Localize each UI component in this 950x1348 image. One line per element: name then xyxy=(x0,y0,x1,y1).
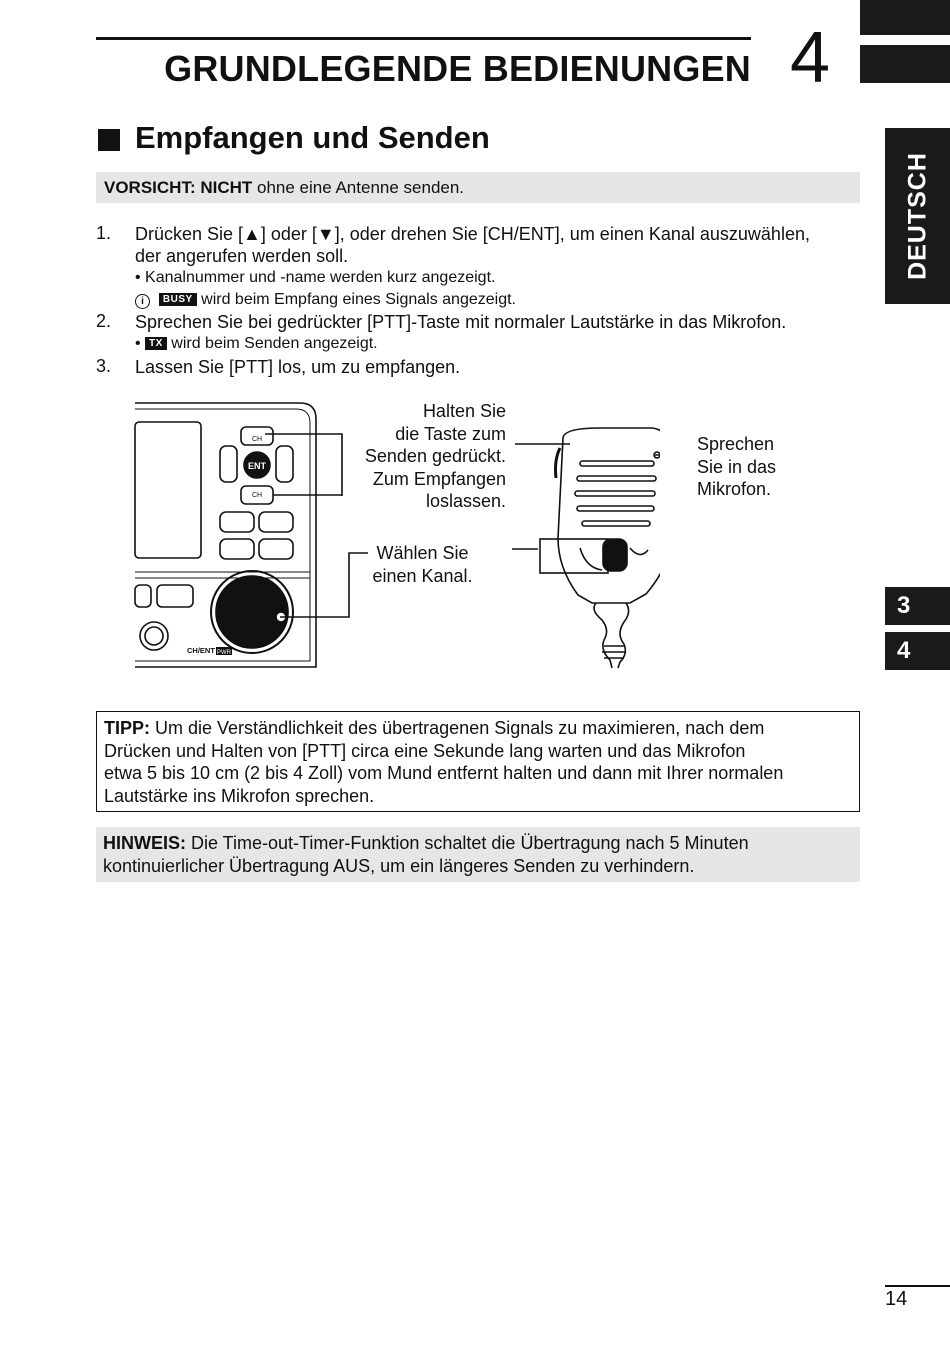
ch-ent-knob xyxy=(216,576,288,648)
language-tab xyxy=(885,128,950,304)
step-1-bullet: • Kanalnummer und -name werden kurz angezeigt. xyxy=(135,269,496,286)
chapter-tab-4: 4 xyxy=(885,632,950,670)
step-1-line-2: der angerufen werden soll. xyxy=(135,246,349,266)
page-number-rule xyxy=(885,1285,950,1287)
callout-channel xyxy=(350,542,495,587)
ch-down-key-label: CH xyxy=(251,492,263,499)
microphone-body xyxy=(558,428,660,603)
knob-pwr-badge: PWR xyxy=(217,650,231,656)
tip-label: TIPP: xyxy=(104,718,151,738)
callout-speak-line: Sie in das xyxy=(697,456,777,477)
tip-line: etwa 5 bis 10 cm (2 bis 4 Zoll) vom Mund entfernt halten und dann mit Ihrer normalen xyxy=(104,763,784,783)
chapter-tab-bar-top xyxy=(860,0,950,35)
tip-line: Um die Verständlichkeit des übertragenen Signals zu maximieren, nach dem xyxy=(150,718,765,738)
tip-line: Lautstärke ins Mikrofon sprechen. xyxy=(104,785,375,806)
step-3-line-1: Lassen Sie [PTT] los, um zu empfangen. xyxy=(135,357,461,377)
step-1-info-text: wird beim Empfang eines Signals angezeigt. xyxy=(196,291,516,308)
knob-label: CH/ENT xyxy=(187,646,215,655)
callout-ptt-line: Halten Sie xyxy=(422,401,506,421)
page-number: 14 xyxy=(885,1288,908,1310)
step-2-bullet-text: wird beim Senden angezeigt. xyxy=(166,335,378,352)
note-line: Die Time-out-Timer-Funktion schaltet die Übertragung nach 5 Minuten xyxy=(186,833,749,853)
top-rule xyxy=(96,37,751,40)
callout-channel-line: Wählen Sie xyxy=(376,543,469,563)
ent-key-label: ENT xyxy=(248,461,266,471)
callout-ptt xyxy=(320,400,506,513)
step-2-line-1: Sprechen Sie bei gedrückter [PTT]-Taste mit normaler Lautstärke in das Mikrofon. xyxy=(135,312,787,332)
note-label: HINWEIS: xyxy=(103,833,186,853)
info-icon: i xyxy=(135,294,150,309)
section-title: Empfangen und Senden xyxy=(135,120,490,155)
note-line: kontinuierlicher Übertragung AUS, um ein längeres Senden zu verhindern. xyxy=(103,855,695,876)
caution-label: VORSICHT: NICHT xyxy=(104,178,253,197)
step-3-number: 3. xyxy=(96,356,112,376)
callout-speak-line: Sprechen xyxy=(697,434,775,454)
tip-box xyxy=(96,711,860,812)
section-square-icon xyxy=(98,129,120,151)
chapter-tab-3: 3 xyxy=(885,587,950,625)
chapter-number: 4 xyxy=(790,18,831,98)
callout-ptt-line: Senden gedrückt. xyxy=(364,446,506,466)
callout-speak-line: Mikrofon. xyxy=(697,479,772,499)
caution-text: ohne eine Antenne senden. xyxy=(252,178,465,197)
callout-channel-line: einen Kanal. xyxy=(372,565,473,586)
callout-speak xyxy=(697,433,776,501)
chapter-tab-bar-bottom xyxy=(860,45,950,83)
ch-up-key-label: CH xyxy=(251,436,263,443)
step-1-number: 1. xyxy=(96,223,112,243)
language-tab-label: DEUTSCH xyxy=(903,152,931,280)
caution-box xyxy=(96,172,860,203)
chapter-title: GRUNDLEGENDE BEDIENUNGEN xyxy=(164,48,751,89)
callout-ptt-line: Zum Empfangen xyxy=(372,468,506,489)
bullet-mark: • xyxy=(135,335,146,352)
step-1-info xyxy=(135,290,516,310)
tx-badge: TX xyxy=(145,337,167,350)
tip-line: Drücken und Halten von [PTT] circa eine Sekunde lang warten und das Mikrofon xyxy=(104,740,746,761)
step-1-line-1: Drücken Sie [▲] oder [▼], oder drehen Sie [CH/ENT], um einen Kanal auszuwählen, xyxy=(135,224,810,244)
busy-badge: BUSY xyxy=(159,293,197,306)
note-box xyxy=(96,827,860,882)
step-2-number: 2. xyxy=(96,311,112,331)
callout-ptt-line: die Taste zum xyxy=(395,423,506,444)
step-2-bullet xyxy=(135,334,378,354)
callout-ptt-line: loslassen. xyxy=(425,491,506,511)
